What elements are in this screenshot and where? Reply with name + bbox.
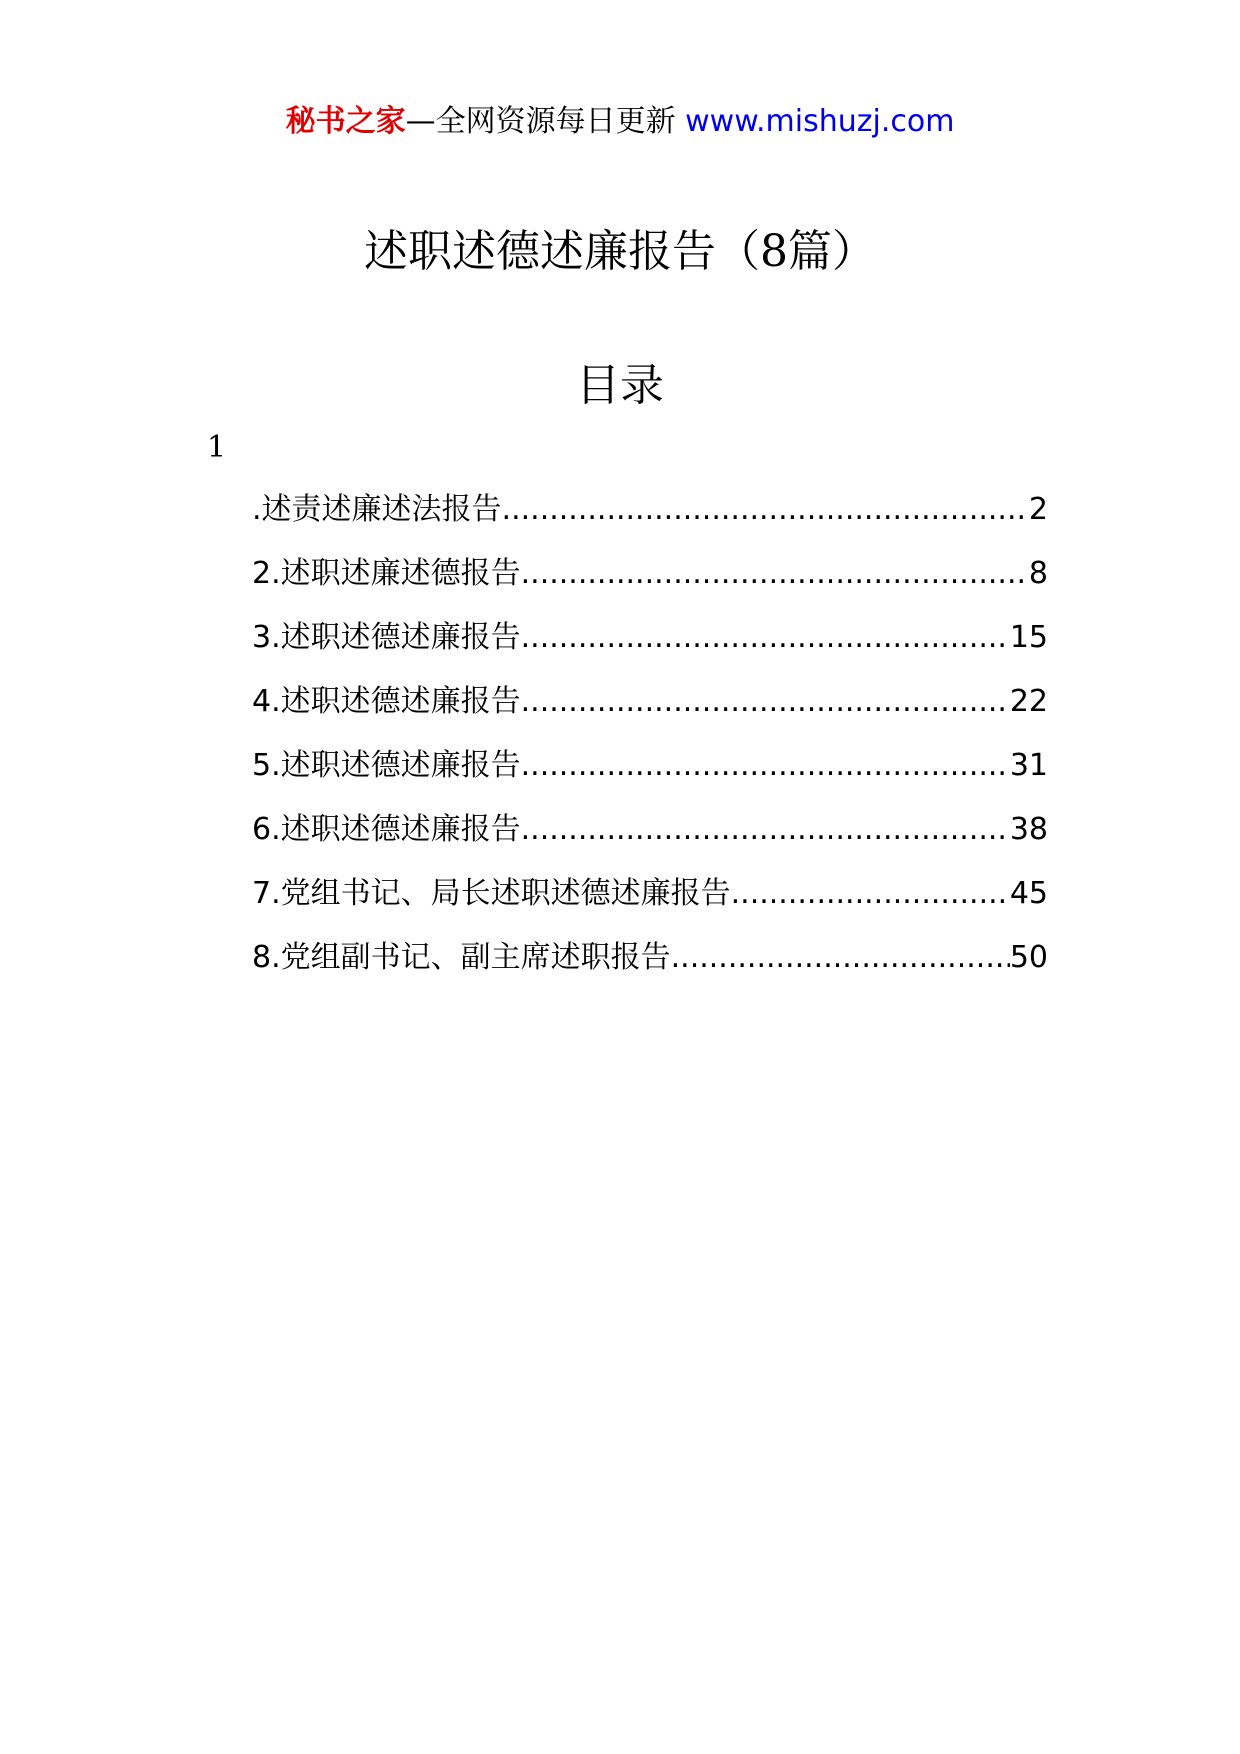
- site-url-link[interactable]: www.mishuzj.com: [685, 104, 955, 139]
- toc-entry-1[interactable]: [252, 488, 1048, 552]
- toc-entry-page: 50: [1009, 940, 1048, 975]
- toc-heading: 目录: [576, 360, 664, 411]
- stray-list-number: 1: [207, 430, 227, 465]
- toc-entry-6[interactable]: [252, 808, 1048, 872]
- toc-entry-7[interactable]: [252, 872, 1048, 936]
- toc-entry-page: 15: [1009, 620, 1048, 655]
- toc-entry-2[interactable]: [252, 552, 1048, 616]
- toc-dot-leader: [521, 808, 1010, 852]
- site-header: [0, 100, 1240, 144]
- document-title: [0, 222, 1240, 282]
- toc-dot-leader: [521, 552, 1029, 596]
- title-suffix: 篇）: [788, 226, 876, 277]
- toc-dot-leader: [731, 872, 1010, 916]
- toc-entry-page: 22: [1009, 684, 1048, 719]
- toc-entry-label: 4.述职述德述廉报告: [252, 684, 521, 719]
- toc-entry-label: 7.党组书记、局长述职述德述廉报告: [252, 876, 731, 911]
- toc-entry-8[interactable]: [252, 936, 1048, 1000]
- toc-entry-label: 2.述职述廉述德报告: [252, 556, 521, 591]
- toc-entry-label: 6.述职述德述廉报告: [252, 812, 521, 847]
- toc-entry-page: 38: [1009, 812, 1048, 847]
- toc-entry-page: 2: [1028, 492, 1048, 527]
- site-slogan: —全网资源每日更新: [405, 104, 686, 139]
- title-number: 8: [760, 226, 788, 277]
- toc-dot-leader: [521, 616, 1010, 660]
- toc-dot-leader: [521, 744, 1010, 788]
- toc-entry-5[interactable]: [252, 744, 1048, 808]
- toc-entry-label: .述责述廉述法报告: [252, 492, 502, 527]
- toc-entry-page: 8: [1028, 556, 1048, 591]
- toc-entry-label: 5.述职述德述廉报告: [252, 748, 521, 783]
- toc-entry-label: 8.党组副书记、副主席述职报告: [252, 940, 671, 975]
- toc-dot-leader: [671, 936, 1010, 980]
- toc-dot-leader: [502, 488, 1029, 532]
- toc-entry-label: 3.述职述德述廉报告: [252, 620, 521, 655]
- toc-dot-leader: [521, 680, 1010, 724]
- toc-entry-4[interactable]: [252, 680, 1048, 744]
- table-of-contents: [252, 488, 1048, 1000]
- toc-entry-page: 31: [1009, 748, 1048, 783]
- toc-entry-page: 45: [1009, 876, 1048, 911]
- brand-name: 秘书之家: [285, 104, 406, 139]
- title-prefix: 述职述德述廉报告（: [364, 226, 760, 277]
- toc-entry-3[interactable]: [252, 616, 1048, 680]
